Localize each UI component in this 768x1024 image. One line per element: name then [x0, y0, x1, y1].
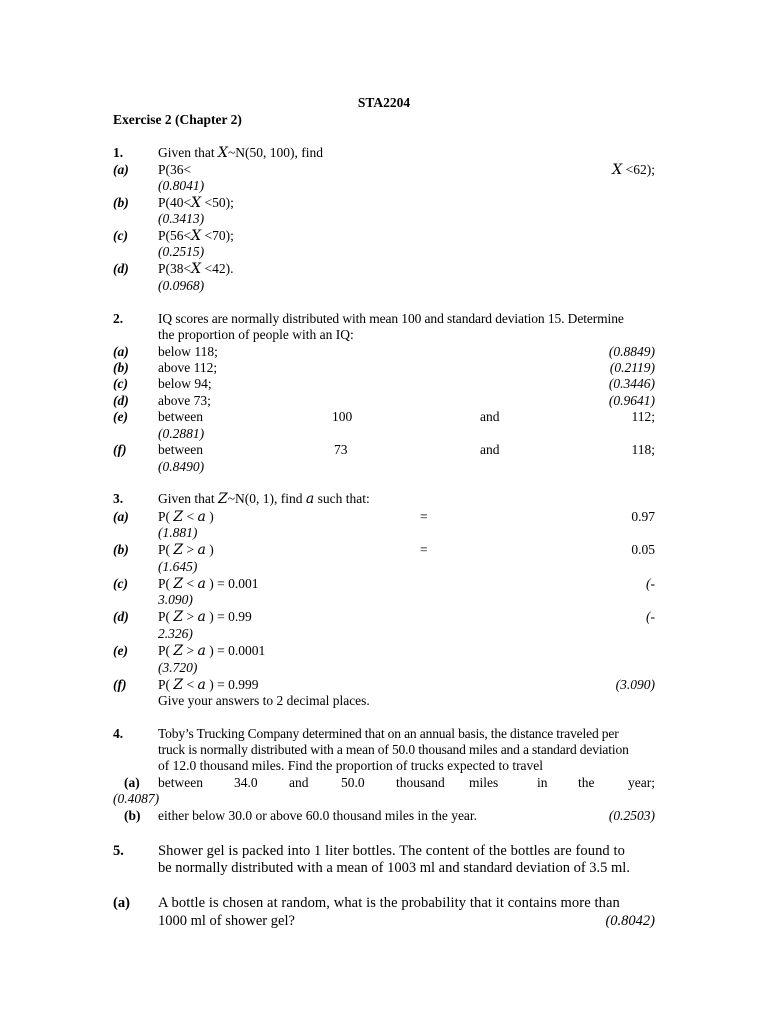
q1a-text: P(36<	[158, 162, 192, 177]
q4b-answer: (0.2503)	[608, 808, 655, 823]
q2d-text: above 73;	[158, 393, 211, 408]
q3f-answer: (3.090)	[615, 677, 655, 692]
q4a-w6: miles	[469, 775, 499, 790]
q3e-label: (e)	[113, 643, 128, 658]
q2f-word1: between	[158, 442, 203, 457]
q3e-answer: (3.720)	[158, 660, 198, 675]
page-title: STA2204	[357, 95, 411, 110]
q2c-answer: (0.3446)	[608, 376, 655, 391]
q3b-equals: =	[420, 542, 428, 557]
q5-line1: Shower gel is packed into 1 liter bottles. The content of the bottles are found to	[158, 843, 625, 859]
q1b-answer: (0.3413)	[158, 211, 205, 226]
q2f-word3: and	[480, 442, 500, 457]
q1-number: 1.	[113, 145, 124, 160]
q2b-label: (b)	[113, 360, 129, 375]
q1-intro: Given that X~N(50, 100), find	[158, 145, 324, 161]
q4b-label: (b)	[124, 808, 141, 823]
q3e-text: P( Z > a ) = 0.0001	[158, 643, 266, 659]
q2d-label: (d)	[113, 393, 129, 408]
q5-number: 5.	[113, 843, 124, 859]
q1d-answer: (0.0968)	[158, 278, 205, 293]
q2a-label: (a)	[113, 344, 129, 359]
q1a-label: (a)	[113, 162, 129, 177]
q2e-word2: 100	[332, 409, 353, 424]
q2-number: 2.	[113, 311, 124, 326]
q1c-text: P(56<X <70);	[158, 228, 234, 244]
q4a-w4: 50.0	[341, 775, 365, 790]
q2e-word3: and	[480, 409, 500, 424]
q2-line2: the proportion of people with an IQ:	[158, 327, 354, 342]
q2a-answer: (0.8849)	[608, 344, 655, 359]
q2e-word4: 112;	[631, 409, 655, 424]
q3-note: Give your answers to 2 decimal places.	[158, 693, 370, 708]
q5a-answer: (0.8042)	[605, 913, 655, 929]
q2c-text: below 94;	[158, 376, 212, 391]
q3a-label: (a)	[113, 509, 129, 524]
q2a-text: below 118;	[158, 344, 218, 359]
q3a-equals: =	[420, 509, 428, 524]
q5a-label: (a)	[113, 895, 130, 911]
q4b-text: either below 30.0 or above 60.0 thousand miles in the year.	[158, 808, 478, 823]
q2e-label: (e)	[113, 409, 128, 424]
q4a-w5: thousand	[396, 775, 445, 790]
q5a-line1: A bottle is chosen at random, what is the probability that it contains more than	[158, 895, 620, 911]
q3b-answer: (1.645)	[158, 559, 198, 574]
q1c-answer: (0.2515)	[158, 244, 205, 259]
q1d-text: P(38<X <42).	[158, 261, 234, 277]
q1a-text-end: X <62);	[612, 162, 655, 178]
q3f-label: (f)	[113, 677, 127, 692]
q3d-text: P( Z > a ) = 0.99	[158, 609, 252, 625]
q4-line2: truck is normally distributed with a mean of 50.0 thousand miles and a standard deviation	[158, 742, 629, 757]
q2b-text: above 112;	[158, 360, 218, 375]
q3d-answer-start: (-	[646, 609, 655, 624]
q3d-label: (d)	[113, 609, 129, 624]
q1d-label: (d)	[113, 261, 129, 276]
var-x: X	[218, 145, 228, 161]
q3f-text: P( Z < a ) = 0.999	[158, 677, 259, 693]
q2c-label: (c)	[113, 376, 128, 391]
q3a-value: 0.97	[631, 509, 655, 524]
q1b-text: P(40<X <50);	[158, 195, 234, 211]
q3a-text: P( Z < a )	[158, 509, 214, 525]
q2b-answer: (0.2119)	[609, 360, 655, 375]
q2f-word2: 73	[334, 442, 348, 457]
q4-line3: of 12.0 thousand miles. Find the proportion of trucks expected to travel	[158, 758, 544, 773]
q1b-label: (b)	[113, 195, 129, 210]
q5a-line2: 1000 ml of shower gel?	[158, 913, 295, 929]
q3b-label: (b)	[113, 542, 129, 557]
q2f-label: (f)	[113, 442, 127, 457]
q3d-answer-end: 2.326)	[158, 626, 193, 641]
q3b-value: 0.05	[631, 542, 655, 557]
q1a-answer: (0.8041)	[158, 178, 205, 193]
q3b-text: P( Z > a )	[158, 542, 214, 558]
q2e-word1: between	[158, 409, 203, 424]
q5-line2: be normally distributed with a mean of 1003 ml and standard deviation of 3.5 ml.	[158, 860, 630, 876]
q4a-w2: 34.0	[234, 775, 258, 790]
q4a-w9: year;	[628, 775, 655, 790]
q2f-answer: (0.8490)	[158, 459, 205, 474]
q3-intro: Given that Z~N(0, 1), find a such that:	[158, 491, 370, 507]
q2d-answer: (0.9641)	[608, 393, 655, 408]
q4-line1: Toby’s Trucking Company determined that on an annual basis, the distance traveled per	[158, 726, 619, 741]
q4a-w7: in	[537, 775, 548, 790]
q1c-label: (c)	[113, 228, 128, 243]
q2e-answer: (0.2881)	[158, 426, 205, 441]
q3c-label: (c)	[113, 576, 128, 591]
q3a-answer: (1.881)	[158, 525, 198, 540]
q4a-w1: between	[158, 775, 203, 790]
q3-number: 3.	[113, 491, 124, 506]
q3c-text: P( Z < a ) = 0.001	[158, 576, 259, 592]
q2-line1: IQ scores are normally distributed with mean 100 and standard deviation 15. Determine	[158, 311, 624, 326]
q4a-w3: and	[289, 775, 309, 790]
q3c-answer-end: 3.090)	[158, 592, 193, 607]
q3c-answer-start: (-	[646, 576, 655, 591]
exercise-heading: Exercise 2 (Chapter 2)	[113, 112, 242, 127]
q4-number: 4.	[113, 726, 124, 741]
q4a-answer: (0.4087)	[113, 791, 160, 806]
q2f-word4: 118;	[631, 442, 655, 457]
q4a-w8: the	[578, 775, 595, 790]
q4a-label: (a)	[124, 775, 140, 790]
